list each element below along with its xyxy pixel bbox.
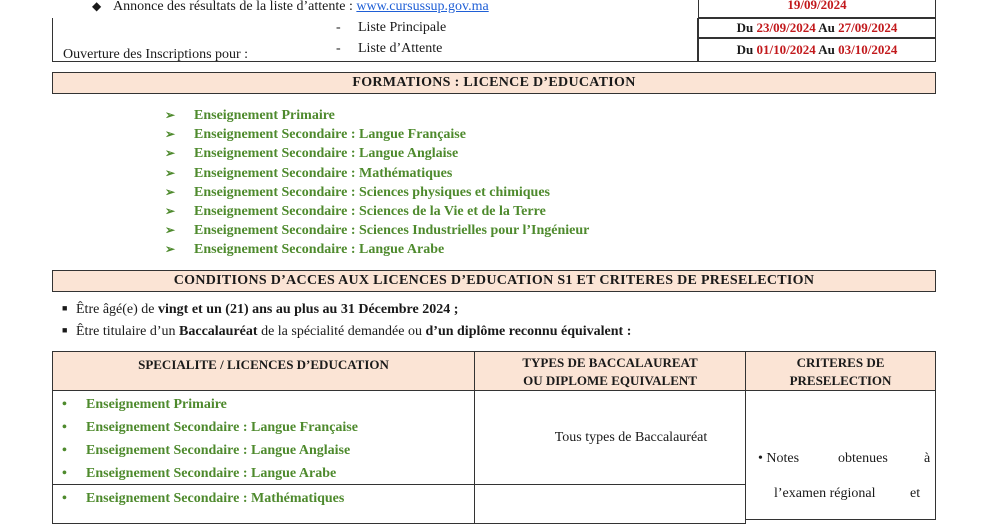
conditions-header: CONDITIONS D’ACCES AUX LICENCES D’EDUCATION S1 ET CRITERES DE PRESELECTION [52, 270, 936, 292]
liste-attente-line: - Liste d’Attente [336, 41, 443, 56]
arrow-bullet-icon: ➢ [165, 184, 176, 199]
liste-principale-line: - Liste Principale [336, 20, 447, 35]
list-item: • Enseignement Secondaire : Mathématiques [62, 488, 358, 511]
col-header-specialite: SPECIALITE / LICENCES D’EDUCATION [52, 351, 475, 391]
criteria-line-1: • Notes obtenues à [758, 451, 931, 466]
liste-principale-label: Liste Principale [358, 20, 447, 35]
ouverture-cell [52, 18, 698, 62]
diamond-bullet-icon: ◆ [92, 0, 102, 13]
col-header-types-bac: TYPES DE BACCALAUREAT OU DIPLOME EQUIVALENT [474, 351, 746, 391]
principale-start-date: 23/09/2024 [756, 20, 816, 35]
condition-diploma: ■ Être titulaire d’un Baccalauréat de la spécialité demandée ou d’un diplôme reconnu équivalent : [62, 324, 632, 339]
principale-end-date: 27/09/2024 [838, 20, 898, 35]
list-item: • Enseignement Primaire [62, 394, 358, 417]
list-item: ➢ Enseignement Secondaire : Sciences Industrielles pour l’Ingénieur [165, 223, 590, 239]
list-item: ➢ Enseignement Secondaire : Mathématiques [165, 165, 453, 181]
arrow-bullet-icon: ➢ [165, 242, 176, 257]
arrow-bullet-icon: ➢ [165, 165, 176, 180]
bullet-icon: • [62, 466, 67, 481]
square-bullet-icon: ■ [62, 325, 68, 335]
list-item: • Enseignement Secondaire : Langue Arabe [62, 463, 358, 486]
col-header-criteres: CRITERES DE PRESELECTION [745, 351, 936, 391]
bullet-icon: • [62, 420, 67, 435]
annonce-label: Annonce des résultats de la liste d’attente : [113, 0, 357, 14]
principale-date-range: Du 23/09/2024 Au 27/09/2024 [698, 18, 936, 38]
list-item: ➢ Enseignement Secondaire : Langue Arabe [165, 242, 445, 258]
list-item: ➢ Enseignement Primaire [165, 108, 335, 123]
row1-specialite-list [62, 394, 358, 511]
dates-column [698, 0, 936, 63]
formations-list [165, 106, 589, 260]
arrow-bullet-icon: ➢ [165, 203, 176, 218]
cursussup-link[interactable]: www.cursussup.gov.ma [356, 0, 489, 14]
arrow-bullet-icon: ➢ [165, 108, 176, 122]
bullet-icon: • [62, 491, 67, 506]
liste-attente-label: Liste d’Attente [358, 41, 443, 56]
specialites-table [52, 351, 936, 511]
attente-end-date: 03/10/2024 [838, 42, 898, 57]
ouverture-label: Ouverture des Inscriptions pour : [63, 47, 249, 62]
list-item: ➢ Enseignement Secondaire : Sciences de la Vie et de la Terre [165, 203, 546, 219]
list-item: ➢ Enseignement Secondaire : Sciences physiques et chimiques [165, 184, 550, 200]
criteria-line-2: l’examen régional et [774, 486, 921, 501]
list-item: • Enseignement Secondaire : Langue Anglaise [62, 440, 358, 463]
annonce-date: 19/09/2024 [698, 0, 936, 18]
square-bullet-icon: ■ [62, 303, 68, 313]
list-item: ➢ Enseignement Secondaire : Langue Française [165, 127, 466, 143]
bullet-icon: • [62, 397, 67, 412]
row1-types-text: Tous types de Baccalauréat [554, 430, 708, 445]
formations-header: FORMATIONS : LICENCE D’EDUCATION [52, 72, 936, 94]
arrow-bullet-icon: ➢ [165, 223, 176, 238]
list-item: • Enseignement Secondaire : Langue Française [62, 417, 358, 440]
inscription-dates-table [52, 0, 936, 63]
bullet-icon: • [62, 443, 67, 458]
arrow-bullet-icon: ➢ [165, 146, 176, 161]
arrow-bullet-icon: ➢ [165, 127, 176, 142]
condition-age: ■ Être âgé(e) de vingt et un (21) ans au plus au 31 Décembre 2024 ; [62, 302, 459, 317]
list-item: ➢ Enseignement Secondaire : Langue Anglaise [165, 146, 459, 162]
row2-types-cell [474, 484, 746, 524]
attente-start-date: 01/10/2024 [756, 42, 816, 57]
attente-date-range: Du 01/10/2024 Au 03/10/2024 [698, 38, 936, 62]
annonce-line [92, 0, 489, 15]
